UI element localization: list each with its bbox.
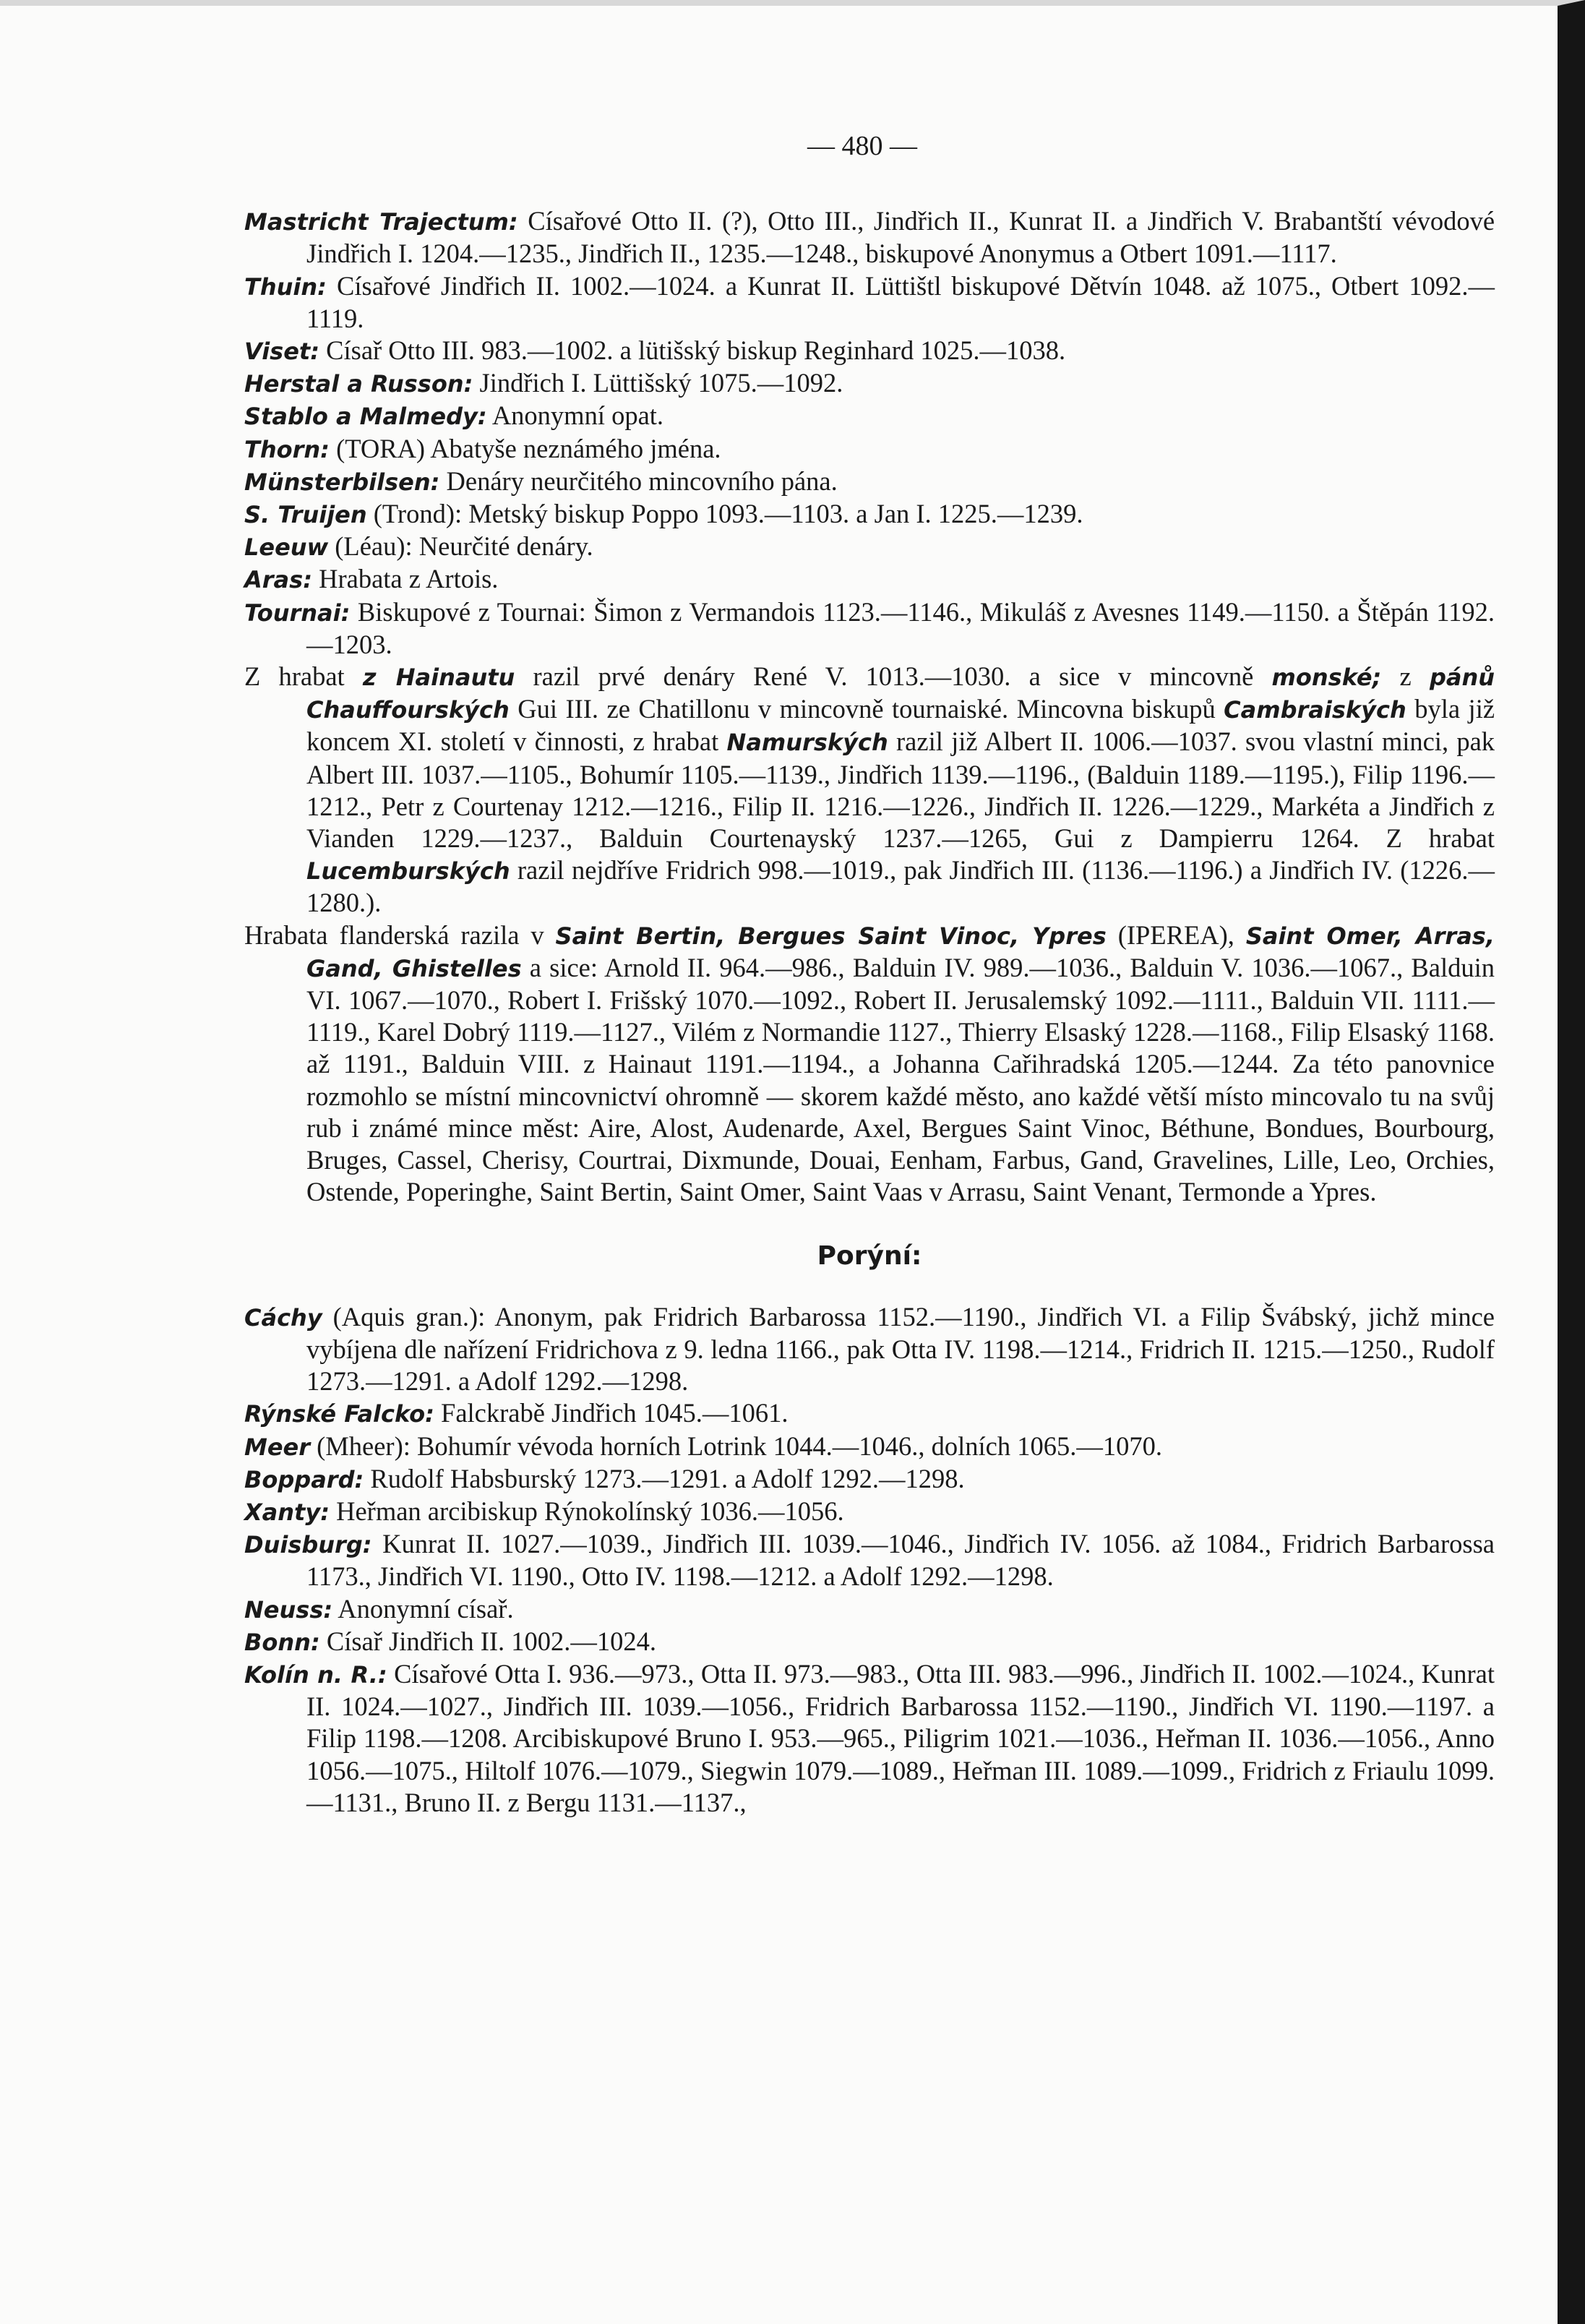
entry: [244, 563, 1495, 596]
entry-text: Císařové Otta I. 936.—973., Otta II. 973.—983., Otta III. 983.—996., Jindřich II. 1002.—1024., Kunrat II. 1024.—1027., Jindřich III. 1039.—1056., Fridrich Barbarossa 1152.—1190., Jindřich VI. 1190.—1197. a Filip 1198.—1208. Arcibiskupové Bruno I. 953.—965., Piligrim 1021.—1036., Heřman II. 1036.—1056., Anno 1056.—1075., Hiltolf 1076.—1079., Siegwin 1079.—1089., Heřman III. 1089.—1099., Fridrich z Friaulu 1099.—1131., Bruno II. z Bergu 1131.—1137.,: [306, 1658, 1495, 1817]
text-run: razil prvé denáry René V. 1013.—1030. a sice v mincovně: [533, 661, 1254, 692]
place-name: Cáchy: [244, 1303, 322, 1332]
text-run: Gui III. ze Chatillonu v mincovně tournaiské. Mincovna biskupů: [517, 694, 1216, 724]
text-run: Z hrabat: [244, 661, 345, 692]
place-name: Saint Bertin, Bergues Saint Vinoc, Ypres: [555, 922, 1107, 950]
entry-text: Císařové Jindřich II. 1002.—1024. a Kunrat II. Lüttištl biskupové Dětvín 1048. až 1075., Otbert 1092.—1119.: [306, 270, 1495, 333]
place-name: Mastricht Trajectum:: [244, 208, 518, 236]
place-name: Saint Omer, Arras, Gand, Ghistelles: [306, 922, 1495, 982]
place-name: Meer: [244, 1433, 311, 1461]
entry-text: Císař Jindřich II. 1002.—1024.: [326, 1626, 657, 1656]
text-run: Hrabata flanderská razila v: [244, 919, 544, 950]
text-run: z: [1399, 661, 1412, 692]
entry: [244, 596, 1495, 661]
text-run: (IPEREA),: [1117, 919, 1234, 950]
place-name: monské;: [1271, 664, 1382, 692]
place-name: Münsterbilsen:: [244, 468, 440, 496]
entry-text: Hrabata z Artois.: [319, 564, 499, 594]
place-name: Viset:: [244, 338, 320, 366]
text-run: razil již Albert II. 1006.—1037. svou vlastní minci, pak Albert III. 1037.—1105., Bohumír 1105.—1139., Jindřich 1139.—1196., (Balduin 1189.—1195.), Filip 1196.—1212., Petr z Courtenay 1212.—1216., Filip II. 1216.—1226., Jindřich II. 1226.—1229., Markéta a Jindřich z Vianden 1229.—1237., Balduin Courtenayský 1237.—1265, Gui z Dampierru 1264. Z hrabat: [306, 726, 1495, 854]
section-heading: Porýní:: [817, 1240, 922, 1271]
place-name: Aras:: [244, 566, 312, 594]
entry-text: Kunrat II. 1027.—1039., Jindřich III. 1039.—1046., Jindřich IV. 1056. až 1084., Fridrich Barbarossa 1173., Jindřich VI. 1190., Otto IV. 1198.—1212. a Adolf 1292.—1298.: [306, 1529, 1495, 1592]
entry: [244, 335, 1495, 367]
entry: [244, 1626, 1495, 1658]
entry-text: Biskupové z Tournai: Šimon z Vermandois 1123.—1146., Mikuláš z Avesnes 1149.—1150. a Štěpán 1192.—1203.: [306, 596, 1495, 659]
place-name: Tournai:: [244, 599, 351, 627]
rhineland-entries: [244, 1301, 1495, 1819]
page-body: [244, 130, 1495, 1819]
entry: [244, 270, 1495, 335]
entry: [244, 1431, 1495, 1463]
entry-text: (Aquis gran.): Anonym, pak Fridrich Barbarossa 1152.—1190., Jindřich VI. a Filip Švábský, jichž mince vybíjena dle nařízení Fridrichova z 9. ledna 1166., pak Otta IV. 1198.—1214., Fridrich II. 1215.—1250., Rudolf 1273.—1291. a Adolf 1292.—1298.: [306, 1301, 1495, 1397]
text-run: byla již koncem XI. století v činnosti, z hrabat: [306, 694, 1495, 757]
place-name: Lucemburských: [306, 857, 510, 886]
place-name: Neuss:: [244, 1595, 333, 1624]
place-name: Stablo a Malmedy:: [244, 403, 487, 431]
entry-text: Jindřich I. Lüttišský 1075.—1092.: [479, 368, 843, 398]
entry-text: Anonymní císař.: [338, 1593, 514, 1624]
place-name: Duisburg:: [244, 1531, 372, 1559]
entry: [244, 1463, 1495, 1496]
entry-text: Anonymní opat.: [491, 400, 664, 431]
place-name: Xanty:: [244, 1498, 330, 1526]
entry: [244, 367, 1495, 400]
entry: [244, 1593, 1495, 1626]
entry: [244, 1496, 1495, 1528]
paragraph-flanders: [244, 919, 1495, 1209]
entry: [244, 1397, 1495, 1430]
place-name: z Hainautu: [362, 664, 515, 692]
place-name: pánů Chauffourských: [306, 664, 1495, 724]
place-name: Leeuw: [244, 533, 329, 562]
entry: [244, 1301, 1495, 1398]
entry: [244, 205, 1495, 270]
entry: [244, 1528, 1495, 1592]
low-countries-entries: [244, 205, 1495, 661]
entry-text: Rudolf Habsburský 1273.—1291. a Adolf 1292.—1298.: [370, 1463, 965, 1493]
entry-text: Císař Otto III. 983.—1002. a lütišský biskup Reginhard 1025.—1038.: [326, 335, 1066, 366]
entry: [244, 531, 1495, 563]
page-number: — 480 —: [807, 131, 917, 161]
place-name: Thorn:: [244, 435, 330, 463]
entry-text: (Trond): Metský biskup Poppo 1093.—1103. a Jan I. 1225.—1239.: [373, 499, 1083, 529]
place-name: Rýnské Falcko:: [244, 1400, 434, 1428]
entry-text: (Léau): Neurčité denáry.: [335, 531, 593, 562]
place-name: S. Truijen: [244, 501, 367, 529]
entry-text: (Mheer): Bohumír vévoda horních Lotrink 1044.—1046., dolních 1065.—1070.: [317, 1431, 1163, 1461]
place-name: Thuin:: [244, 273, 327, 301]
entry-text: Heřman arcibiskup Rýnokolínský 1036.—1056.: [336, 1496, 844, 1526]
entry-text: (TORA) Abatyše neznámého jména.: [336, 433, 721, 463]
place-name: Bonn:: [244, 1628, 320, 1656]
entry-text: Císařové Otto II. (?), Otto III., Jindřich II., Kunrat II. a Jindřich V. Brabantští vévodové Jindřich I. 1204.—1235., Jindřich II., 1235.—1248., biskupové Anonymus a Otbert 1091.—1117.: [306, 206, 1495, 269]
place-name: Kolín n. R.:: [244, 1660, 387, 1689]
entry: [244, 433, 1495, 466]
paragraph-hainaut: [244, 661, 1495, 919]
place-name: Namurských: [726, 729, 888, 757]
text-run: razil nejdříve Fridrich 998.—1019., pak Jindřich III. (1136.—1196.) a Jindřich IV. (1226.—1280.).: [306, 855, 1495, 918]
place-name: Cambraiských: [1224, 696, 1406, 724]
entry-text: Denáry neurčitého mincovního pána.: [446, 466, 838, 496]
place-name: Boppard:: [244, 1465, 364, 1493]
entry: [244, 498, 1495, 531]
place-name: Herstal a Russon:: [244, 370, 473, 398]
text-run: a sice: Arnold II. 964.—986., Balduin IV. 989.—1036., Balduin V. 1036.—1067., Balduin VI. 1067.—1070., Robert I. Frišský 1070.—1092., Robert II. Jerusalemský 1092.—1111., Balduin VII. 1111.—1119., Karel Dobrý 1119.—1127., Vilém z Normandie 1127., Thierry Elsaský 1228.—1168., Filip Elsaský 1168. až 1191., Balduin VIII. z Hainaut 1191.—1194., a Johanna Cařihradská 1205.—1244. Za této panovnice rozmohlo se místní mincovnictví ohromně — skorem každé město, ano každé větší místo mincovalo tu na svůj rub i známé mince měst: Aire, Alost, Audenarde, Axel, Bergues Saint Vinoc, Béthune, Bondues, Bourbourg, Bruges, Cassel, Cherisy, Courtrai, Dixmunde, Douai, Eenham, Farbus, Gand, Gravelines, Lille, Leo, Orchies, Ostende, Poperinghe, Saint Bertin, Saint Omer, Saint Vaas v Arrasu, Saint Venant, Termonde a Ypres.: [306, 952, 1495, 1207]
entry-text: Falckrabě Jindřich 1045.—1061.: [441, 1398, 789, 1428]
entry: [244, 466, 1495, 498]
entry: [244, 1658, 1495, 1819]
entry: [244, 400, 1495, 432]
